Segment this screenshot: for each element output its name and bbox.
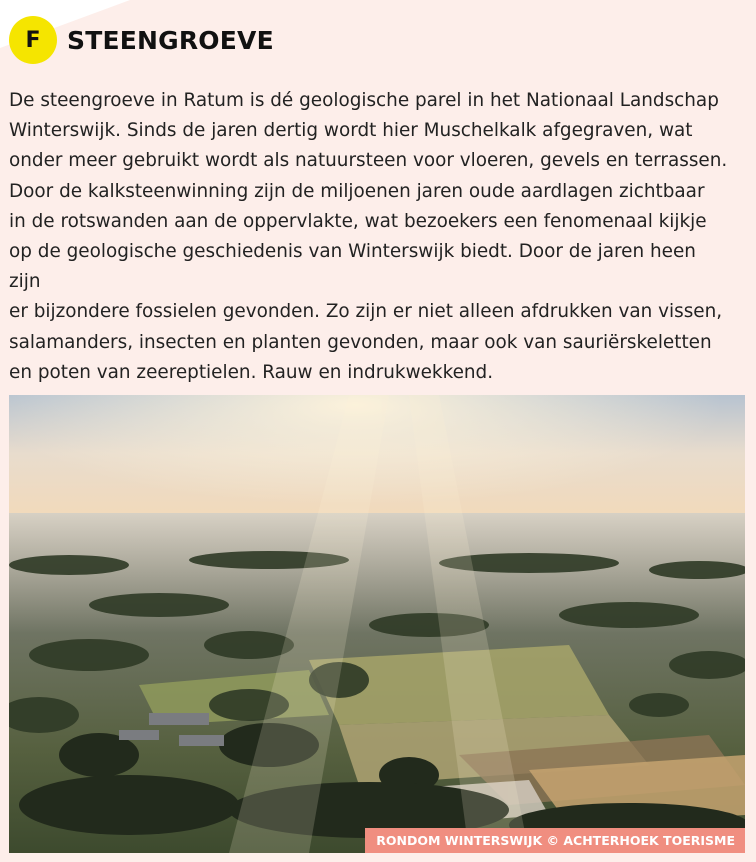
landscape-photo-illustration: [9, 395, 745, 853]
paragraph-line: salamanders, insecten en planten gevonden, maar ook van sauriërskeletten: [9, 331, 712, 353]
paragraph-line: Door de kalksteenwinning zijn de miljoenen jaren oude aardlagen zichtbaar: [9, 180, 705, 202]
section-title: STEENGROEVE: [67, 25, 274, 55]
paragraph-line: onder meer gebruikt wordt als natuursteen voor vloeren, gevels en terrassen.: [9, 150, 728, 172]
paragraph-line: en poten van zeereptielen. Rauw en indrukwekkend.: [9, 361, 494, 383]
paragraph-line: er bijzondere fossielen gevonden. Zo zijn er niet alleen afdrukken van vissen,: [9, 301, 723, 323]
landscape-photo: [9, 395, 745, 853]
paragraph-line: op de geologische geschiedenis van Winterswijk biedt. Door de jaren heen zijn: [9, 241, 696, 293]
paragraph-line: De steengroeve in Ratum is dé geologische parel in het Nationaal Landschap: [9, 90, 719, 111]
photo-credit: RONDOM WINTERSWIJK © ACHTERHOEK TOERISME: [365, 828, 745, 853]
paragraph-line: in de rotswanden aan de oppervlakte, wat bezoekers een fenomenaal kijkje: [9, 210, 707, 232]
section-header: [9, 16, 274, 64]
section-letter-badge: [9, 16, 57, 64]
badge-letter: F: [25, 27, 41, 53]
section-paragraph: [9, 86, 733, 388]
paragraph-line: Winterswijk. Sinds de jaren dertig wordt hier Muschelkalk afgegraven, wat: [9, 120, 693, 142]
